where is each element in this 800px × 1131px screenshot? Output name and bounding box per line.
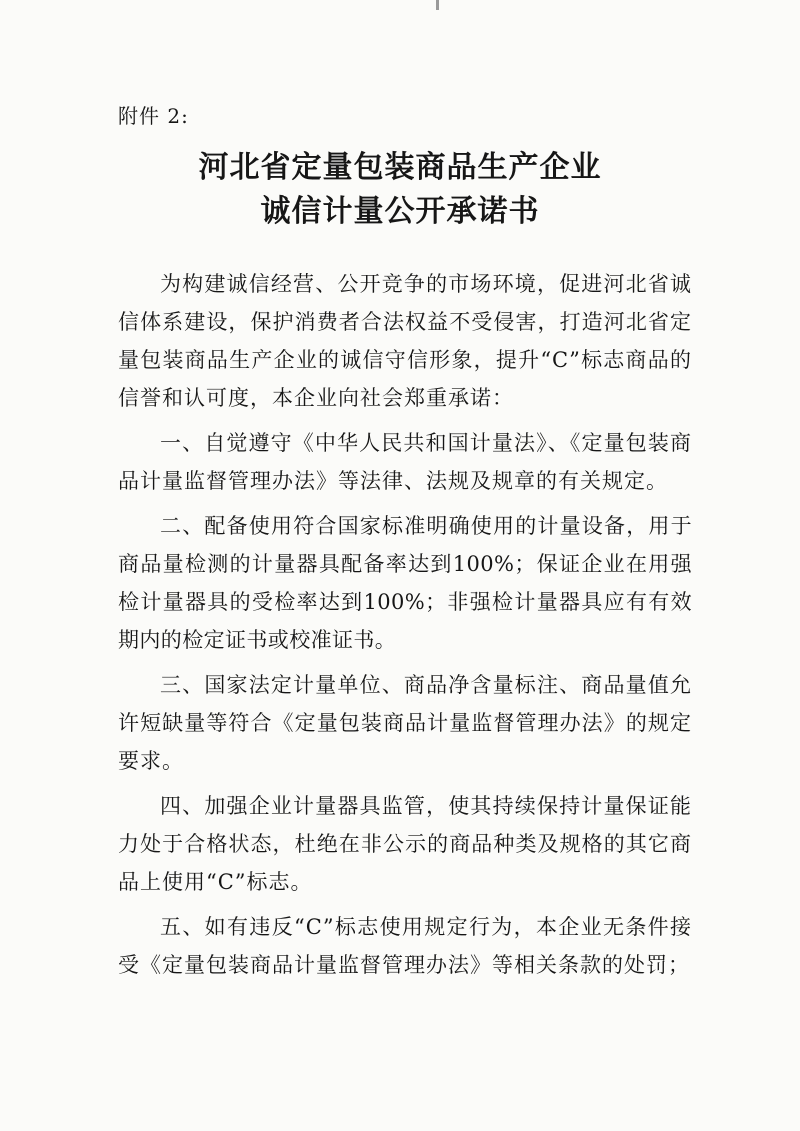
commitment-paragraph-1: 一、自觉遵守《中华人民共和国计量法》、《定量包装商品计量监督管理办法》等法律、法规及规章的有关规定。 — [118, 431, 692, 493]
commitment-paragraph-2: 二、配备使用符合国家标准明确使用的计量设备，用于商品量检测的计量器具配备率达到100%；保证企业在用强检计量器具的受检率达到100%；非强检计量器具应有有效期内的检定证书或校准证书。 — [118, 514, 692, 652]
scan-mark — [436, 0, 439, 10]
intro-paragraph: 为构建诚信经营、公开竞争的市场环境，促进河北省诚信体系建设，保护消费者合法权益不受侵害，打造河北省定量包装商品生产企业的诚信守信形象，提升“C”标志商品的信誉和认可度，本企业向社会郑重承诺： — [118, 272, 692, 410]
commitment-paragraph-3: 三、国家法定计量单位、商品净含量标注、商品量值允许短缺量等符合《定量包装商品计量监督管理办法》的规定要求。 — [118, 673, 692, 773]
commitment-paragraph-4: 四、加强企业计量器具监管，使其持续保持计量保证能力处于合格状态，杜绝在非公示的商品种类及规格的其它商品上使用“C”标志。 — [118, 794, 692, 894]
document-title-line-1: 河北省定量包装商品生产企业 — [198, 150, 602, 185]
document-body — [118, 265, 692, 991]
annex-label: 附件 2: — [118, 104, 189, 128]
commitment-paragraph-5: 五、如有违反“C”标志使用规定行为，本企业无条件接受《定量包装商品计量监督管理办法》等相关条款的处罚； — [118, 915, 692, 977]
document-title-line-2: 诚信计量公开承诺书 — [260, 194, 540, 229]
